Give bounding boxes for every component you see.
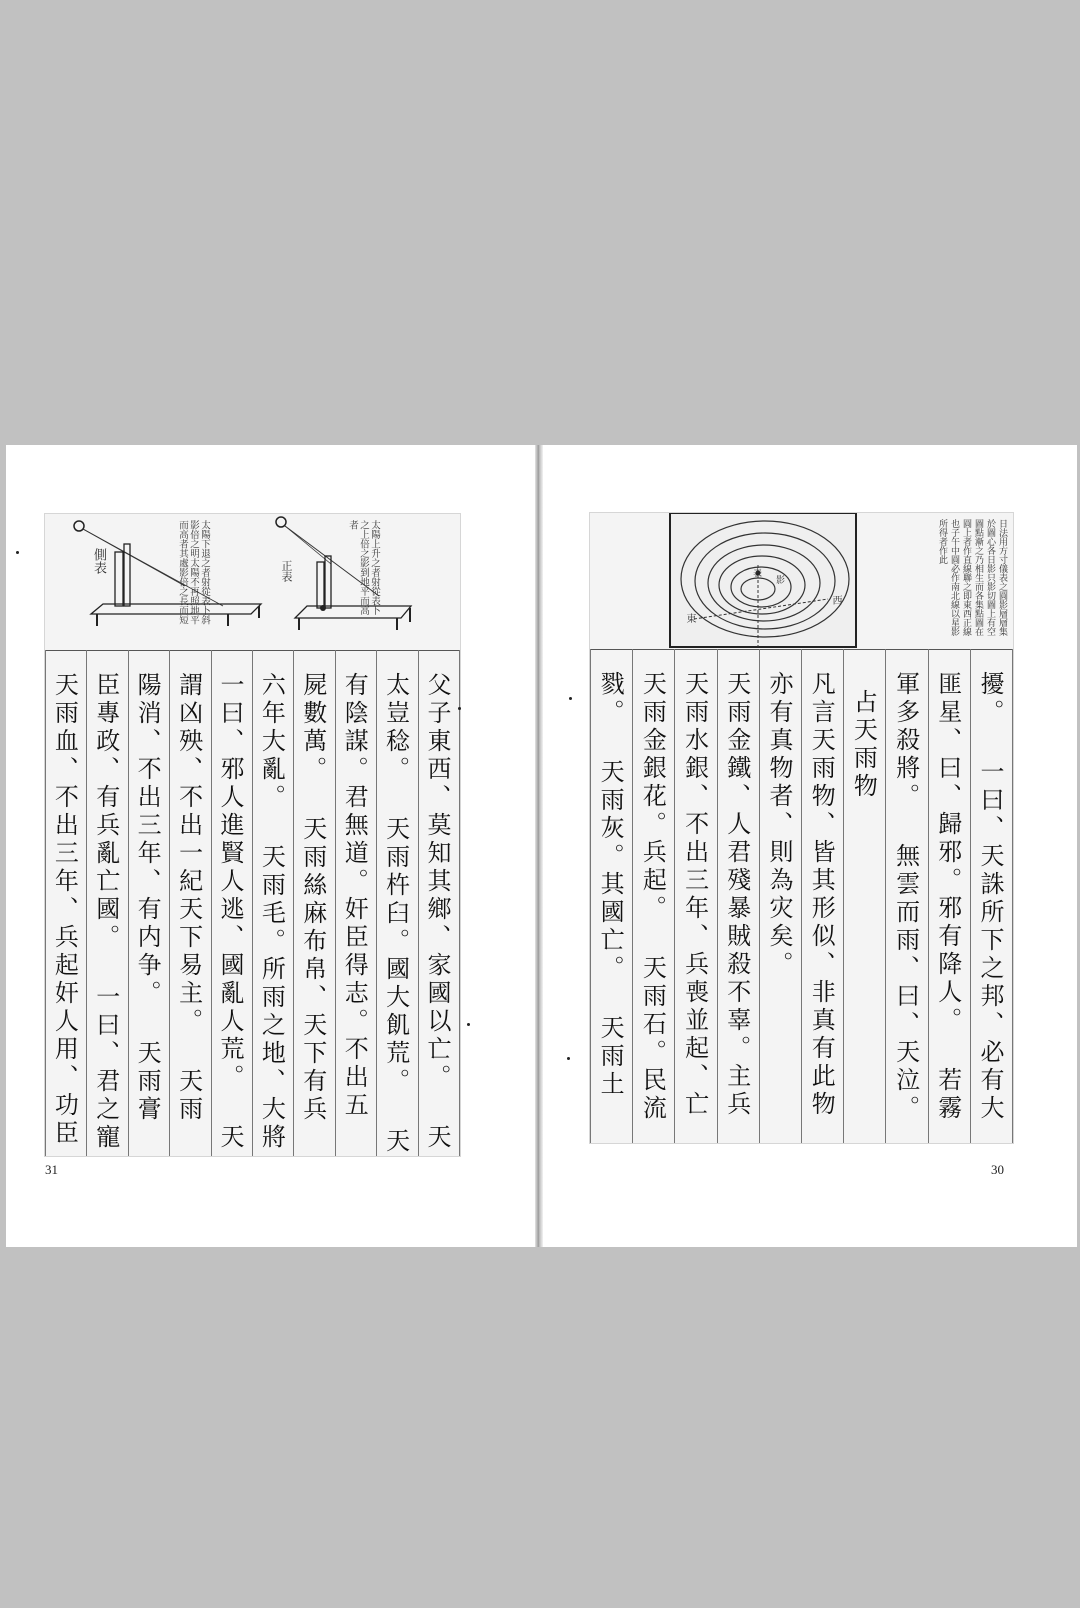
diagram-label-east: 東 bbox=[684, 613, 695, 623]
right-page-scan bbox=[589, 512, 1014, 1144]
diagram-label-west: 西 bbox=[830, 595, 841, 605]
left-page-scan bbox=[44, 513, 461, 1157]
text-column: 六年大亂。 天雨毛。所雨之地、大將 bbox=[252, 650, 293, 1156]
left-text-columns bbox=[45, 650, 460, 1156]
text-column: 天雨金鐵、人君殘暴賊殺不辜。主兵 bbox=[717, 649, 759, 1143]
scan-speck bbox=[467, 1023, 470, 1026]
text-column: 陽消、不出三年、有内争。 天雨膏 bbox=[128, 650, 169, 1156]
figure-right-label: 正表 bbox=[280, 560, 293, 582]
text-column: 有陰謀。君無道。奸臣得志。不出五 bbox=[335, 650, 376, 1156]
text-column: 謂凶殃、不出一紀天下易主。 天雨 bbox=[169, 650, 210, 1156]
text-column: 軍多殺將。 無雲而雨、曰、天泣。 bbox=[885, 649, 927, 1143]
text-column: 匪星、曰、歸邪。邪有降人。 若霧 bbox=[928, 649, 970, 1143]
scan-speck bbox=[16, 551, 19, 554]
text-column: 戮。 天雨灰。其國亡。 天雨土 bbox=[590, 649, 632, 1143]
figure-right-note: 太陽上升之者射從表卜之上倍之影到地平而高者 bbox=[347, 520, 380, 615]
left-page bbox=[6, 445, 535, 1247]
page-number-left: 31 bbox=[45, 1162, 58, 1177]
text-column: 屍數萬。 天雨絲麻布帛、天下有兵 bbox=[293, 650, 334, 1156]
scan-speck bbox=[458, 707, 461, 710]
text-column: 太豈稔。 天雨杵臼。國大飢荒。 天 bbox=[376, 650, 417, 1156]
figure-left-label: 側表 bbox=[91, 548, 106, 574]
figure-left-note: 太陽下退之者射從表卜斜影倍之明太陽不再照地平而高者其處影倍之長而短 bbox=[177, 520, 210, 625]
text-column: 擾。 一曰、天誅所下之邦、必有大 bbox=[970, 649, 1013, 1143]
scan-speck bbox=[569, 697, 572, 700]
book-spread bbox=[6, 445, 1077, 1247]
section-heading: 占天雨物 bbox=[843, 649, 885, 1143]
scan-speck bbox=[567, 1057, 570, 1060]
text-column: 凡言天雨物、皆其形似、非真有此物 bbox=[801, 649, 843, 1143]
book-gutter bbox=[535, 445, 543, 1247]
text-column: 臣專政、有兵亂亡國。 一曰、君之寵 bbox=[86, 650, 127, 1156]
text-column: 父子東西、莫知其鄉、家國以亡。 天 bbox=[418, 650, 460, 1156]
figure-note: 日法用方寸儀表之圓影層層集於圖心各日影只影切圖上有空圖點漸之乃相生而各集點圖在圓上者作直線聯之即東西正線也子午中圓必作南北線以星影所得者作此 bbox=[937, 519, 1007, 636]
text-column: 天雨水銀、不出三年、兵喪並起、亡 bbox=[674, 649, 716, 1143]
shadow-circle-figure bbox=[590, 513, 1013, 650]
right-text-columns bbox=[590, 649, 1013, 1143]
text-column: 一曰、邪人進賢人逃、國亂人荒。 天 bbox=[211, 650, 252, 1156]
sundial-figures bbox=[45, 514, 460, 651]
page-number-right: 30 bbox=[991, 1162, 1004, 1177]
diagram-label-top: 表 bbox=[751, 568, 761, 577]
sundial-drawings bbox=[45, 514, 460, 650]
right-page bbox=[543, 445, 1077, 1247]
text-column: 天雨金銀花。兵起。 天雨石。民流 bbox=[632, 649, 674, 1143]
text-column: 亦有真物者、則為灾矣。 bbox=[759, 649, 801, 1143]
diagram-label-inner: 影 bbox=[774, 575, 784, 584]
text-column: 天雨血、不出三年、兵起奸人用、功臣 bbox=[45, 650, 86, 1156]
